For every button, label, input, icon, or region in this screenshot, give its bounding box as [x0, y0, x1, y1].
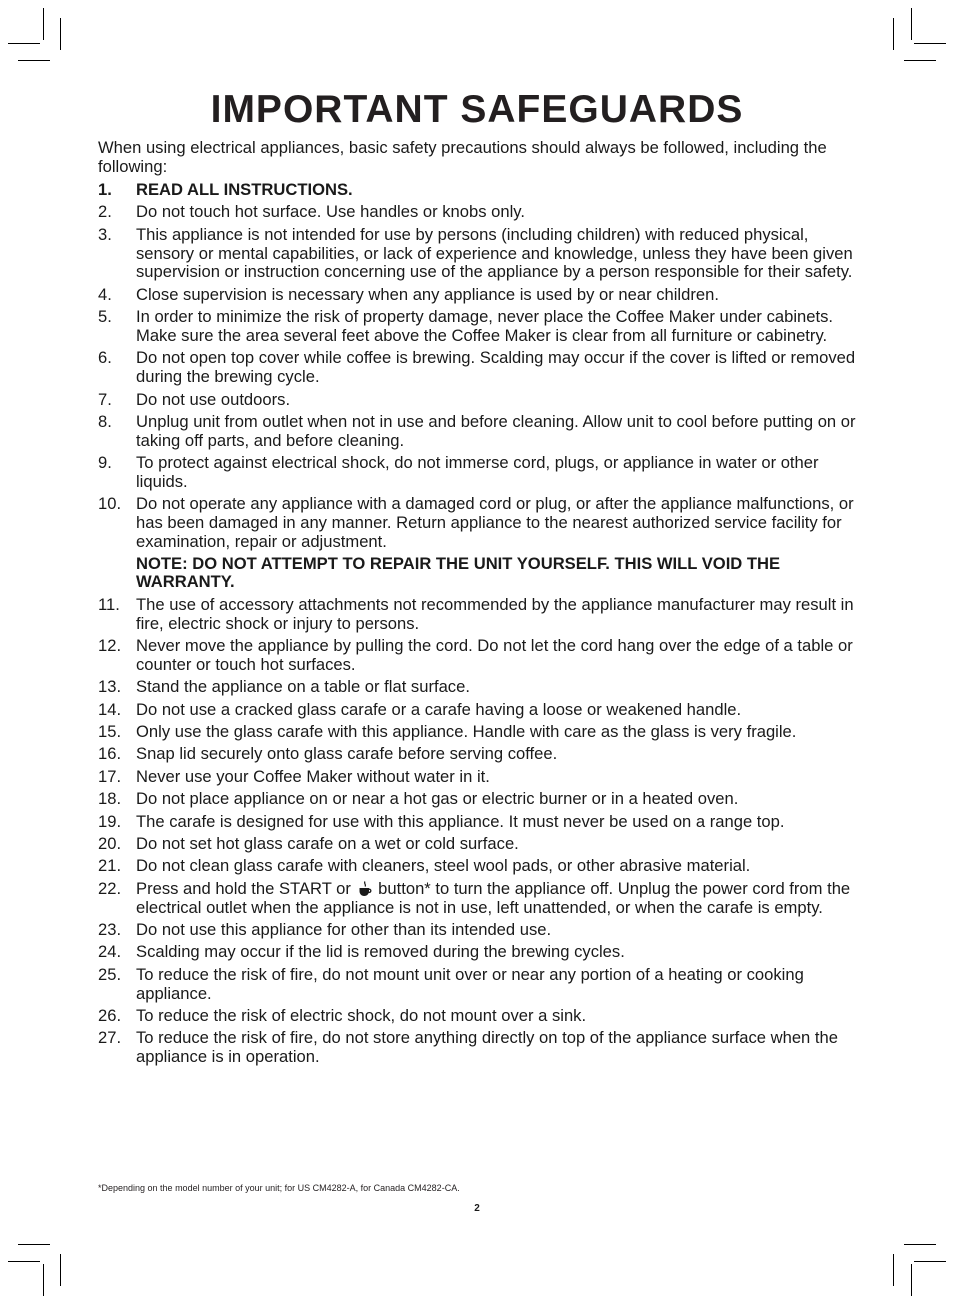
- list-item-text: [136, 454, 866, 492]
- list-item-text-part: Close supervision is necessary when any appliance is used by or near children.: [136, 284, 719, 304]
- crop-mark: [893, 18, 894, 50]
- coffee-cup-icon: [358, 881, 372, 897]
- list-item-text: [136, 308, 866, 346]
- crop-mark: [8, 1261, 40, 1262]
- list-item: [98, 349, 866, 387]
- list-item-number: 4.: [98, 284, 112, 304]
- list-item-text-part: Never move the appliance by pulling the cord. Do not let the cord hang over the edge of a table or counter or touch hot surfaces.: [136, 636, 853, 674]
- list-item-text-part: READ ALL INSTRUCTIONS.: [136, 180, 353, 199]
- list-item-text-part: To protect against electrical shock, do not immerse cord, plugs, or appliance in water or other liquids.: [136, 453, 819, 491]
- list-item-text-part: Do not touch hot surface. Use handles or knobs only.: [136, 202, 525, 222]
- list-item-text-part: Only use the glass carafe with this appliance. Handle with care as the glass is very fragile.: [136, 722, 797, 742]
- list-item-number: 20.: [98, 833, 122, 853]
- list-item-text: [136, 349, 866, 387]
- list-item: [98, 813, 866, 832]
- list-item-number: 12.: [98, 636, 122, 656]
- list-item: [98, 723, 866, 742]
- list-item: [98, 596, 866, 634]
- list-item-number: 23.: [98, 919, 122, 939]
- list-item-text-part: Never use your Coffee Maker without water in it.: [136, 766, 490, 786]
- list-item: [98, 637, 866, 675]
- list-item-text-part: Do not operate any appliance with a damaged cord or plug, or after the appliance malfunctions, or has been damaged in any manner. Return appliance to the nearest authorized service facility for examination, repair or adjustment.: [136, 494, 854, 551]
- list-item-text-part: Do not use this appliance for other than its intended use.: [136, 919, 552, 939]
- list-item-number: 19.: [98, 811, 122, 831]
- list-item: [98, 286, 866, 305]
- list-item-text-part: Unplug unit from outlet when not in use and before cleaning. Allow unit to cool before putting on or taking off parts, and before cleaning.: [136, 411, 856, 450]
- crop-mark: [893, 1254, 894, 1286]
- list-item-text-part: The use of accessory attachments not recommended by the appliance manufacturer may result in fire, electric shock or injury to persons.: [136, 594, 854, 633]
- list-item-text-part: To reduce the risk of fire, do not mount unit over or near any portion of a heating or cooking appliance.: [136, 964, 804, 1003]
- list-item: [98, 768, 866, 787]
- list-item-number: 24.: [98, 942, 122, 962]
- list-item-text: [136, 768, 866, 787]
- list-item: [98, 1007, 866, 1026]
- list-item-number: 3.: [98, 224, 112, 244]
- list-item-number: 16.: [98, 744, 122, 764]
- list-item-text: [136, 226, 866, 282]
- list-item-text: [136, 1007, 866, 1026]
- list-item: [98, 790, 866, 809]
- list-item-text-part: Do not open top cover while coffee is brewing. Scalding may occur if the cover is lifted or removed during the brewing cycle.: [136, 348, 856, 387]
- crop-mark: [904, 1244, 936, 1245]
- crop-mark: [43, 8, 44, 40]
- list-item-text: [136, 286, 866, 305]
- list-item: [98, 921, 866, 940]
- list-item-number: 18.: [98, 789, 122, 809]
- list-item-text: [136, 723, 866, 742]
- crop-mark: [914, 43, 946, 44]
- list-item-number: 11.: [98, 594, 120, 614]
- list-item-number: 6.: [98, 348, 112, 368]
- list-item-number: 13.: [98, 677, 122, 697]
- list-item-text-part: Scalding may occur if the lid is removed during the brewing cycles.: [136, 942, 625, 962]
- crop-mark: [904, 60, 936, 61]
- list-item-text-part: This appliance is not intended for use by persons (including children) with reduced physical, sensory or mental capabilities, or lack of experience and knowledge, unless they have been given supervision or instruction concerning use of the appliance by a person responsible for their safety.: [136, 224, 853, 282]
- intro-paragraph: When using electrical appliances, basic safety precautions should always be followed, including the following:: [98, 138, 827, 176]
- list-item-text: [136, 813, 866, 832]
- list-item-text: [136, 880, 866, 918]
- list-item-number: 17.: [98, 766, 122, 786]
- crop-mark: [18, 1244, 50, 1245]
- list-item-text: [136, 701, 866, 720]
- list-item: [98, 966, 866, 1004]
- list-item: [98, 181, 866, 200]
- list-item: [98, 745, 866, 764]
- page-title: IMPORTANT SAFEGUARDS: [210, 88, 744, 131]
- list-item-text: [136, 391, 866, 410]
- list-item-text: [136, 413, 866, 451]
- list-item: [98, 203, 866, 222]
- list-item-number: 25.: [98, 964, 122, 984]
- list-item: [98, 454, 866, 492]
- crop-mark: [914, 1261, 946, 1262]
- list-item-number: 22.: [98, 878, 122, 898]
- list-item: [98, 1029, 866, 1067]
- list-item-text: [136, 181, 866, 200]
- list-item-number: 2.: [98, 202, 112, 222]
- list-item-number: 9.: [98, 453, 112, 473]
- list-item-text: [136, 966, 866, 1004]
- list-item-text-part: Do not clean glass carafe with cleaners, steel wool pads, or other abrasive material.: [136, 856, 751, 876]
- list-item: [98, 308, 866, 346]
- list-item: [98, 391, 866, 410]
- list-item-text-part: To reduce the risk of electric shock, do not mount over a sink.: [136, 1005, 587, 1025]
- list-item-number: 10.: [98, 494, 122, 514]
- list-item-number: 14.: [98, 699, 122, 719]
- crop-mark: [43, 1264, 44, 1296]
- list-item-text: [136, 203, 866, 222]
- list-item-text-part: Stand the appliance on a table or flat surface.: [136, 677, 470, 697]
- list-item-text-part: In order to minimize the risk of property damage, never place the Coffee Maker under cabinets. Make sure the area several feet above the Coffee Maker is clear from all furniture or cabinetry.: [136, 307, 833, 345]
- list-item-number: 8.: [98, 411, 112, 431]
- list-item-number: 26.: [98, 1005, 122, 1025]
- safeguards-list: [98, 181, 866, 1071]
- footnote: *Depending on the model number of your unit; for US CM4282-A, for Canada CM4282-CA.: [98, 1183, 460, 1193]
- list-item-text: [136, 1029, 866, 1067]
- list-item-number: 15.: [98, 722, 122, 742]
- list-item-text-part: To reduce the risk of fire, do not store anything directly on top of the appliance surface when the appliance is in operation.: [136, 1028, 838, 1067]
- list-item: [98, 835, 866, 854]
- crop-mark: [8, 43, 40, 44]
- list-item-text-part: Snap lid securely onto glass carafe before serving coffee.: [136, 744, 558, 764]
- list-item-text: [136, 921, 866, 940]
- list-item-text: [136, 596, 866, 634]
- list-item-text-part: Do not place appliance on or near a hot gas or electric burner or in a heated oven.: [136, 789, 739, 809]
- list-item: [98, 880, 866, 918]
- crop-mark: [60, 18, 61, 50]
- list-item-text-part: Do not use a cracked glass carafe or a carafe having a loose or weakened handle.: [136, 699, 742, 719]
- list-item-text: [136, 495, 866, 592]
- list-item-text-part: The carafe is designed for use with this appliance. It must never be used on a range top.: [136, 811, 785, 831]
- list-item: [98, 495, 866, 592]
- list-item-text: [136, 637, 866, 675]
- crop-mark: [18, 60, 50, 61]
- list-item: [98, 678, 866, 697]
- list-item: [98, 413, 866, 451]
- list-item: [98, 701, 866, 720]
- list-item-text-part: Press and hold the START or: [136, 878, 351, 898]
- list-item-text: [136, 835, 866, 854]
- list-item: [98, 943, 866, 962]
- list-item: [98, 857, 866, 876]
- list-item-number: 5.: [98, 307, 112, 327]
- list-item-text: [136, 790, 866, 809]
- list-item-text-part: Do not use outdoors.: [136, 389, 291, 409]
- list-item-text: [136, 857, 866, 876]
- list-item-text-part: Do not set hot glass carafe on a wet or cold surface.: [136, 833, 519, 853]
- warning-note: NOTE: DO NOT ATTEMPT TO REPAIR THE UNIT YOURSELF. THIS WILL VOID THE WARRANTY.: [136, 553, 781, 592]
- crop-mark: [911, 8, 912, 40]
- list-item-number: 7.: [98, 389, 112, 409]
- page-number: 2: [474, 1203, 480, 1214]
- list-item-number: 21.: [98, 856, 122, 876]
- list-item-text: [136, 943, 866, 962]
- crop-mark: [60, 1254, 61, 1286]
- crop-mark: [911, 1264, 912, 1296]
- list-item-text: [136, 745, 866, 764]
- list-item-number: 1.: [98, 180, 112, 199]
- list-item: [98, 226, 866, 282]
- list-item-text: [136, 678, 866, 697]
- list-item-number: 27.: [98, 1028, 122, 1048]
- list-item-text-part: button* to turn the appliance off. Unplug the power cord from the electrical outlet when the appliance is not in use, left unattended, or when the carafe is empty.: [136, 878, 851, 917]
